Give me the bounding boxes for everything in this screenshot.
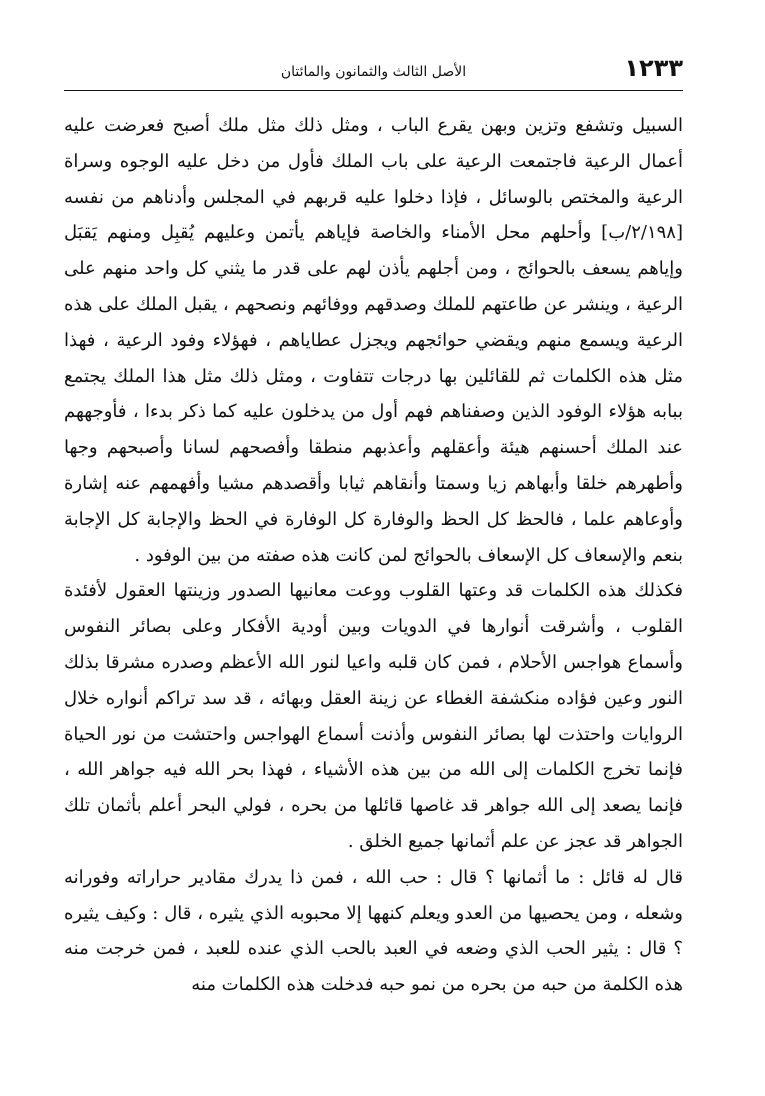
paragraph: السبيل وتشفع وتزين وبهن يقرع الباب ، ومثل ذلك مثل ملك أصبح فعرضت عليه أعمال الرعية فاجتمعت الرعية على باب الملك فأول من دخل عليه الوجوه وسراة الرعية والمختص بالوسائل ، فإذا دخلوا عليه قربهم في المجلس وأدناهم من نفسه [٢/١٩٨/ب] وأحلهم محل الأمناء والخاصة فإياهم يأتمن وعليهم يُقبِل ومنهم يَقبَل وإياهم يسعف بالحوائج ، ومن أجلهم يأذن لهم على قدر ما يثني كل واحد منهم على الرعية ، وينشر عن طاعتهم للملك وصدقهم ووفائهم ونصحهم ، يقبل الملك على هذه الرعية ويسمع منهم ويقضي حوائجهم ويجزل عطاياهم ، فهؤلاء وفود الرعية ، فهذا مثل هذه الكلمات ثم للقائلين بها درجات تتفاوت ، ومثل ذلك مثل هذا الملك يجتمع ببابه هؤلاء الوفود الذين وصفناهم فهم أول من يدخلون عليه كما ذكر بدءا ، فأوجههم عند الملك أحسنهم هيئة وأعقلهم وأعذبهم منطقا وأفصحهم لسانا وأصبحهم وجها وأطهرهم خلقا وأبهاهم زيا وسمتا وأنقاهم ثيابا وأقصدهم مشيا وأفهمهم عنه إشارة وأوعاهم علما ، فالحظ كل الحظ والوفارة كل الوفارة في الحظ والإجابة كل الإجابة بنعم والإسعاف كل الإسعاف بالحوائج لمن كانت هذه صفته من بين الوفود .	[64, 115, 683, 566]
page-number: ١٢٣٣	[624, 54, 683, 82]
paragraph: قال له قائل : ما أثمانها ؟ قال : حب الله ، فمن ذا يدرك مقادير حراراته وفورانه وشعله ، ومن يحصيها من العدو ويعلم كنهها إلا محبوبه الذي يثيره ، قال : وكيف يثيره ؟ قال : يثير الحب الذي وضعه في العبد بالحب الذي عنده للعبد ، فمن خرجت منه هذه الكلمة من حبه من بحره من نمو حبه فدخلت هذه الكلمات منه	[64, 866, 683, 996]
page-header	[64, 52, 683, 91]
running-title: الأصل الثالث والثمانون والمائتان	[280, 64, 467, 80]
paragraph: فكذلك هذه الكلمات قد وعتها القلوب ووعت معانيها الصدور وزينتها العقول لأفئدة القلوب ، وأشرقت أنوارها في الدويات وبين أودية الأفكار وعلى بصائر النفوس وأسماع هواجس الأحلام ، فمن كان قلبه واعيا لنور الله الأعظم وصدره مشرقا بذلك النور وعين فؤاده منكشفة الغطاء عن زينة العقل وبهائه ، قد سد تراكم أنواره خلال الروايات واحتذت لها بصائر النفوس وأذنت أسماع الهواجس واحتشت من نور الحياة فإنما تخرج الكلمات إلى الله من بين هذه الأشياء ، فهذا بحر الله فيه جواهر الله ، فإنما يصعد إلى الله جواهر قد غاصها قائلها من بحره ، فولي البحر أعلم بأثمان تلك الجواهر قد عجز عن علم أثمانها جميع الخلق .	[64, 580, 683, 852]
body-text	[64, 108, 683, 1003]
